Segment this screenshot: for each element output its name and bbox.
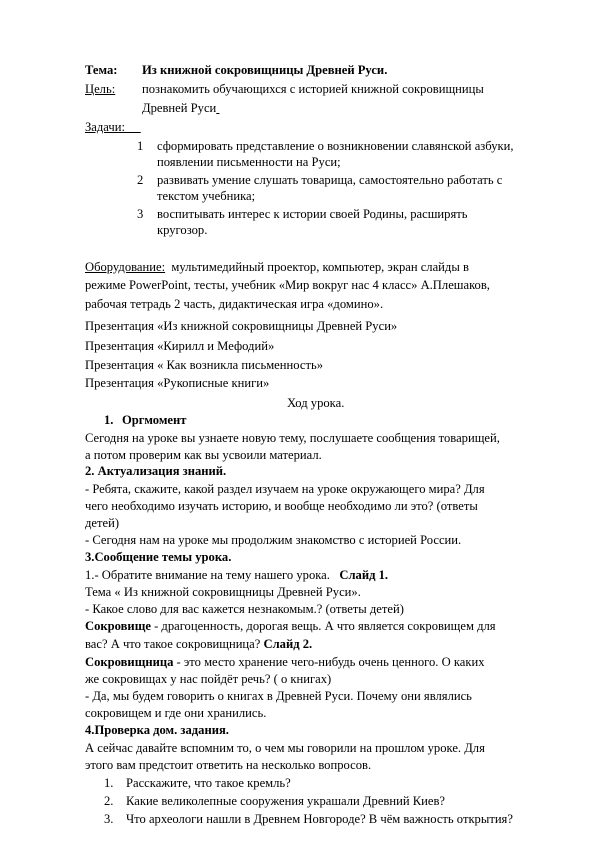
equipment-label: Оборудование: [85, 260, 166, 274]
presentation-4: Презентация «Рукописные книги» [85, 376, 270, 390]
section-2-line-2: чего необходимо изучать историю, и вообще необходимо ли это? (ответы [85, 499, 478, 513]
equipment-line-1 [85, 259, 469, 275]
section-3-line-4 [85, 618, 496, 634]
section-3-line-8: - Да, мы будем говорить о книгах в Древней Руси. Почему они являлись [85, 689, 472, 703]
section-1-title: Оргмомент [122, 413, 187, 427]
equipment-line-1-text: мультимедийный проектор, компьютер, экран слайды в [171, 260, 469, 274]
section-2-line-1: - Ребята, скажите, какой раздел изучаем на уроке окружающего мира? Для [85, 482, 485, 496]
section-3-line-3: - Какое слово для вас кажется незнакомым.? (ответы детей) [85, 602, 404, 616]
task-1-line-1: сформировать представление о возникновении славянской азбуки, [157, 139, 514, 153]
section-1-number: 1. [104, 413, 114, 427]
section-2-line-4: - Сегодня нам на уроке мы продолжим знакомство с историей России. [85, 533, 462, 547]
section-4-title: 4.Проверка дом. задания. [85, 723, 229, 737]
section-2-title: 2. Актуализация знаний. [85, 464, 227, 478]
goal-underline-mark [216, 101, 219, 115]
tasks-label-text: Задачи: [85, 120, 125, 134]
section-3-line-9: сокровищем и где они хранились. [85, 706, 267, 720]
lesson-title: Ход урока. [287, 396, 345, 410]
equipment-line-2: режиме PowerPoint, тесты, учебник «Мир вокруг нас 4 класс» А.Плешаков, [85, 278, 490, 292]
task-2-number: 2 [137, 173, 144, 187]
slide-1-label: Слайд 1. [339, 568, 389, 582]
equipment-line-3: рабочая тетрадь 2 часть, дидактическая игра «домино». [85, 297, 384, 311]
section-3-title: 3.Сообщение темы урока. [85, 550, 232, 564]
presentation-3: Презентация « Как возникла письменность» [85, 358, 323, 372]
section-2-line-3: детей) [85, 516, 120, 530]
task-2-line-1: развивать умение слушать товарища, самостоятельно работать с [157, 173, 503, 187]
task-1-line-2: появлении письменности на Руси; [157, 155, 341, 169]
section-3-line-6 [85, 654, 485, 670]
section-1-line-2: а потом проверим как вы усвоили материал. [85, 448, 322, 462]
section-4-line-1: А сейчас давайте вспомним то, о чем мы говорили на прошлом уроке. Для [85, 741, 485, 755]
goal-label: Цель: [85, 82, 116, 96]
section-3-line-5-text: вас? А что такое сокровищница? [85, 637, 261, 651]
section-1-line-1: Сегодня на уроке вы узнаете новую тему, послушаете сообщения товарищей, [85, 431, 500, 445]
section-3-line-1 [85, 567, 388, 583]
section-3-line-2: Тема « Из книжной сокровищницы Древней Руси». [85, 585, 361, 599]
question-2-number: 2. [104, 794, 114, 808]
question-1-text: Расскажите, что такое кремль? [126, 776, 291, 790]
section-3-line-1-text: 1.- Обратите внимание на тему нашего урока. [85, 568, 330, 582]
section-3-line-4-text: - драгоценность, дорогая вещь. А что является сокровищем для [150, 619, 496, 633]
section-3-line-7: же сокровищах у нас пойдёт речь? ( о книгах) [85, 672, 332, 686]
term-treasure: Сокровище [85, 619, 151, 633]
topic-text: Из книжной сокровищницы Древней Руси. [142, 63, 388, 77]
task-3-line-2: кругозор. [157, 223, 208, 237]
goal-line-2-text: Древней Руси [142, 101, 217, 115]
goal-line-1: познакомить обучающихся с историей книжной сокровищницы [142, 82, 484, 96]
tasks-label [85, 119, 141, 135]
question-3-text: Что археологи нашли в Древнем Новгороде? В чём важность открытия? [126, 812, 513, 826]
task-1-number: 1 [137, 139, 144, 153]
presentation-1: Презентация «Из книжной сокровищницы Древней Руси» [85, 319, 398, 333]
task-3-line-1: воспитывать интерес к истории своей Родины, расширять [157, 207, 468, 221]
goal-line-2 [142, 100, 219, 116]
question-3-number: 3. [104, 812, 114, 826]
section-3-line-5 [85, 636, 312, 652]
task-2-line-2: текстом учебника; [157, 189, 256, 203]
topic-label: Тема: [85, 63, 118, 77]
presentation-2: Презентация «Кирилл и Мефодий» [85, 339, 275, 353]
question-2-text: Какие великолепные сооружения украшали Древний Киев? [126, 794, 445, 808]
term-treasury: Сокровищница [85, 655, 174, 669]
slide-2-label: Слайд 2. [263, 637, 313, 651]
question-1-number: 1. [104, 776, 114, 790]
section-3-line-6-text: - это место хранение чего-нибудь очень ценного. О каких [173, 655, 485, 669]
section-4-line-2: этого вам предстоит ответить на несколько вопросов. [85, 758, 372, 772]
task-3-number: 3 [137, 207, 144, 221]
